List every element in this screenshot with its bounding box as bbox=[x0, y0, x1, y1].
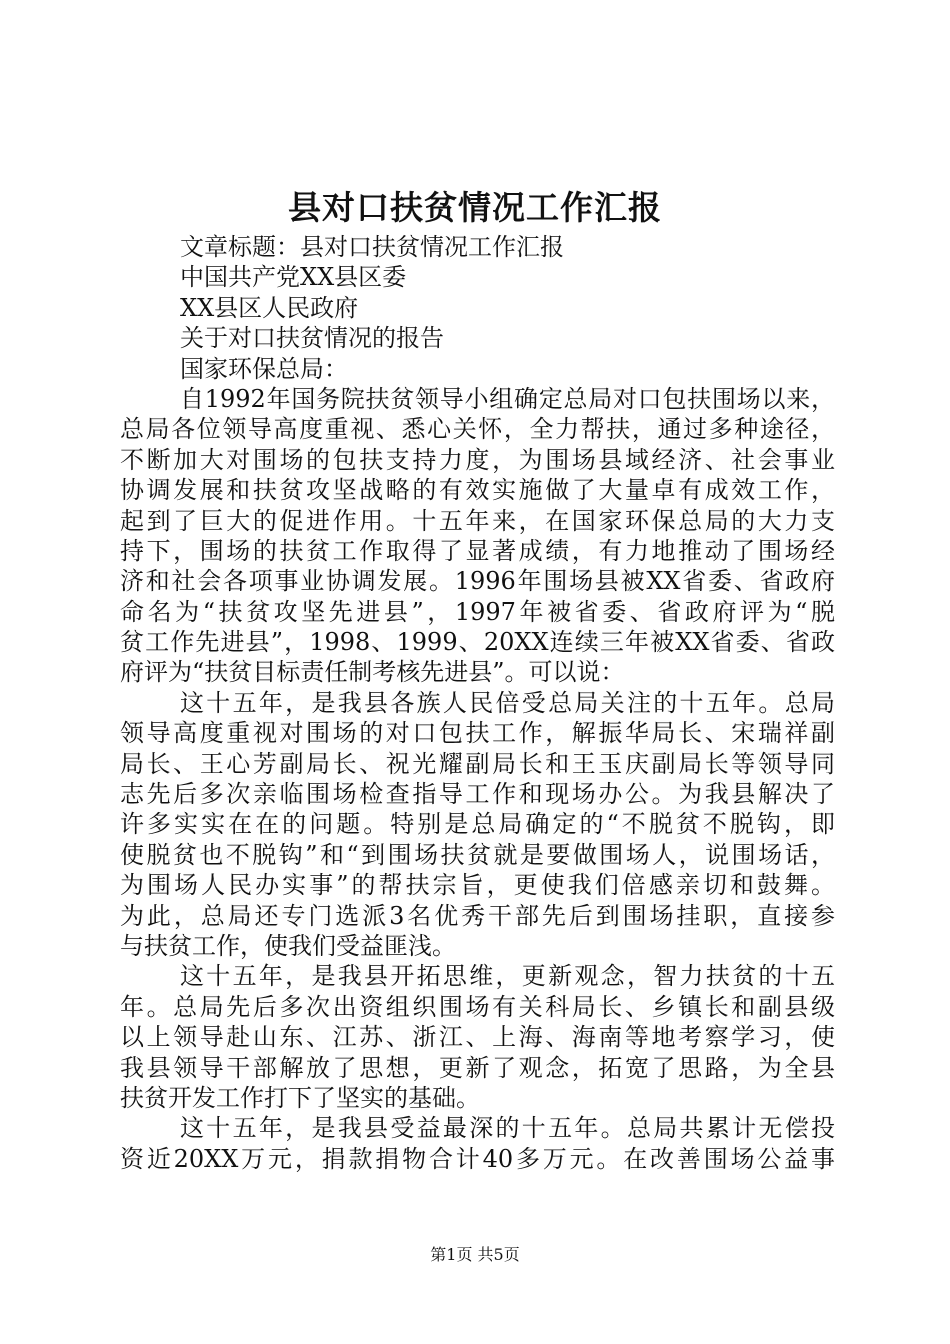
paragraph-line: 使脱贫也不脱钩”和“到围场扶贫就是要做围场人，说围场话， bbox=[120, 840, 835, 869]
page-number-footer: 第1页 共5页 bbox=[430, 1245, 520, 1264]
paragraph-line: 府评为“扶贫目标责任制考核先进县”。可以说： bbox=[120, 658, 625, 687]
paragraph-line: 扶贫开发工作打下了坚实的基础。 bbox=[120, 1083, 480, 1112]
paragraph-line: 许多实实在在的问题。特别是总局确定的“不脱贫不脱钩，即 bbox=[120, 810, 835, 839]
document-body bbox=[120, 232, 835, 1174]
paragraph-line: 协调发展和扶贫攻坚战略的有效实施做了大量卓有成效工作， bbox=[120, 476, 835, 505]
paragraph-2 bbox=[120, 688, 835, 962]
paragraph-line: 与扶贫工作，使我们受益匪浅。 bbox=[120, 931, 456, 960]
paragraph-line: 贫工作先进县”，1998、1999、20XX连续三年被XX省委、省政 bbox=[120, 628, 835, 657]
header-line-report-subject: 关于对口扶贫情况的报告 bbox=[180, 324, 444, 353]
paragraph-line: 命名为“扶贫攻坚先进县”，1997年被省委、省政府评为“脱 bbox=[120, 597, 835, 626]
paragraph-line: 资近20XX万元，捐款捐物合计40多万元。在改善围场公益事 bbox=[120, 1144, 835, 1173]
paragraph-line: 不断加大对围场的包扶支持力度，为围场县域经济、社会事业 bbox=[120, 445, 835, 474]
paragraph-line: 这十五年，是我县各族人民倍受总局关注的十五年。总局 bbox=[180, 688, 835, 717]
paragraph-line: 为围场人民办实事”的帮扶宗旨，更使我们倍感亲切和鼓舞。 bbox=[120, 871, 835, 900]
paragraph-line: 这十五年，是我县开拓思维，更新观念，智力扶贫的十五 bbox=[180, 962, 835, 991]
paragraph-line: 志先后多次亲临围场检查指导工作和现场办公。为我县解决了 bbox=[120, 780, 835, 809]
paragraph-line: 我县领导干部解放了思想，更新了观念，拓宽了思路，为全县 bbox=[120, 1053, 835, 1082]
paragraph-3 bbox=[120, 961, 835, 1113]
paragraph-line: 年。总局先后多次出资组织围场有关科局长、乡镇长和副县级 bbox=[120, 992, 835, 1021]
paragraph-line: 总局各位领导高度重视、悉心关怀，全力帮扶，通过多种途径， bbox=[120, 415, 835, 444]
paragraph-line: 自1992年国务院扶贫领导小组确定总局对口包扶围场以来， bbox=[180, 384, 835, 413]
paragraph-1 bbox=[120, 384, 835, 688]
document-title: 县对口扶贫情况工作汇报 bbox=[288, 188, 662, 227]
paragraph-line: 这十五年，是我县受益最深的十五年。总局共累计无偿投 bbox=[180, 1114, 835, 1143]
paragraph-line: 局长、王心芳副局长、祝光耀副局长和王玉庆副局长等领导同 bbox=[120, 749, 835, 778]
header-line-county-government: XX县区人民政府 bbox=[180, 293, 359, 322]
paragraph-line: 起到了巨大的促进作用。十五年来，在国家环保总局的大力支 bbox=[120, 506, 835, 535]
paragraph-line: 济和社会各项事业协调发展。1996年围场县被XX省委、省政府 bbox=[120, 567, 835, 596]
header-line-article-title: 文章标题：县对口扶贫情况工作汇报 bbox=[180, 233, 564, 261]
header-line-recipient: 国家环保总局： bbox=[180, 354, 348, 383]
paragraph-line: 以上领导赴山东、江苏、浙江、上海、海南等地考察学习，使 bbox=[120, 1023, 835, 1052]
paragraph-line: 持下，围场的扶贫工作取得了显著成绩，有力地推动了围场经 bbox=[120, 536, 835, 565]
header-line-party-committee: 中国共产党XX县区委 bbox=[180, 263, 407, 292]
paragraph-line: 为此，总局还专门选派3名优秀干部先后到围场挂职，直接参 bbox=[120, 901, 835, 930]
paragraph-line: 领导高度重视对围场的对口包扶工作，解振华局长、宋瑞祥副 bbox=[120, 719, 835, 748]
paragraph-4 bbox=[120, 1113, 835, 1174]
